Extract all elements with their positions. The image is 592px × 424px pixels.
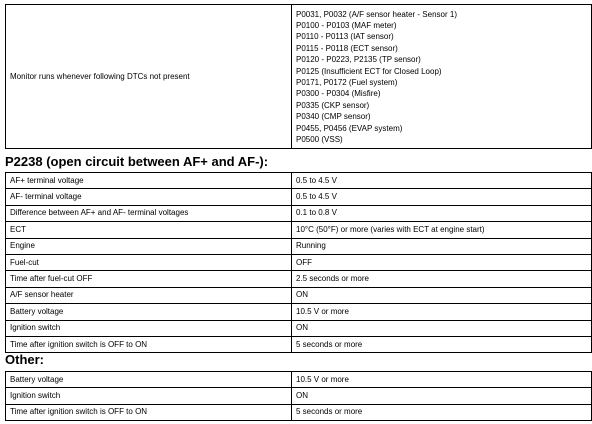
condition-value: 10.5 V or more [292, 372, 592, 388]
condition-item: Ignition switch [6, 320, 292, 336]
table-row [6, 205, 592, 221]
dtc-item: P0100 - P0103 (MAF meter) [296, 20, 397, 30]
condition-value: 5 seconds or more [292, 404, 592, 420]
dtc-item: P0500 (VSS) [296, 135, 343, 145]
table-row [6, 5, 592, 149]
condition-item: A/F sensor heater [6, 287, 292, 303]
table-row [6, 304, 592, 320]
table-row [6, 320, 592, 336]
dtc-item: P0115 - P0118 (ECT sensor) [296, 43, 398, 53]
p2238-conditions-table [5, 172, 592, 353]
dtc-list-cell [292, 5, 592, 149]
table-row [6, 271, 592, 287]
table-row [6, 287, 592, 303]
condition-value: 0.1 to 0.8 V [292, 205, 592, 221]
condition-value: 0.5 to 4.5 V [292, 173, 592, 189]
other-conditions-table [5, 371, 592, 421]
condition-item: Engine [6, 238, 292, 254]
dtc-item: P0455, P0456 (EVAP system) [296, 123, 403, 133]
table-row [6, 388, 592, 404]
condition-item: Fuel-cut [6, 254, 292, 270]
condition-value: OFF [292, 254, 592, 270]
table-row [6, 222, 592, 238]
condition-value: ON [292, 320, 592, 336]
table-row [6, 372, 592, 388]
table-row [6, 189, 592, 205]
condition-value: ON [292, 287, 592, 303]
condition-value: 0.5 to 4.5 V [292, 189, 592, 205]
table-row [6, 173, 592, 189]
p2238-heading: P2238 (open circuit between AF+ and AF-): [5, 154, 269, 169]
condition-item: Time after ignition switch is OFF to ON [6, 404, 292, 420]
condition-value: ON [292, 388, 592, 404]
dtc-item: P0300 - P0304 (Misfire) [296, 89, 381, 99]
dtc-item: P0110 - P0113 (IAT sensor) [296, 32, 394, 42]
condition-value: 10°C (50°F) or more (varies with ECT at engine start) [292, 222, 592, 238]
condition-item: ECT [6, 222, 292, 238]
dtc-item: P0335 (CKP sensor) [296, 100, 370, 110]
dtc-item: P0171, P0172 (Fuel system) [296, 78, 398, 87]
dtc-item: P0120 - P0223, P2135 (TP sensor) [296, 55, 421, 65]
condition-value: Running [292, 238, 592, 254]
condition-value: 10.5 V or more [292, 304, 592, 320]
table-row [6, 254, 592, 270]
dtc-item: P0125 (Insufficient ECT for Closed Loop) [296, 66, 442, 76]
monitor-table [5, 4, 592, 149]
condition-item: AF- terminal voltage [6, 189, 292, 205]
dtc-item: P0031, P0032 (A/F sensor heater - Sensor 1) [296, 9, 457, 19]
other-heading: Other: [5, 352, 44, 367]
condition-item: Difference between AF+ and AF- terminal voltages [6, 205, 292, 221]
table-row [6, 238, 592, 254]
condition-item: Battery voltage [6, 372, 292, 388]
table-row [6, 404, 592, 420]
condition-value: 2.5 seconds or more [292, 271, 592, 287]
condition-item: Time after fuel-cut OFF [6, 271, 292, 287]
condition-value: 5 seconds or more [292, 336, 592, 352]
condition-item: AF+ terminal voltage [6, 173, 292, 189]
monitor-label: Monitor runs whenever following DTCs not present [6, 5, 292, 149]
condition-item: Time after ignition switch is OFF to ON [6, 336, 292, 352]
table-row [6, 336, 592, 352]
condition-item: Battery voltage [6, 304, 292, 320]
dtc-item: P0340 (CMP sensor) [296, 112, 371, 122]
condition-item: Ignition switch [6, 388, 292, 404]
